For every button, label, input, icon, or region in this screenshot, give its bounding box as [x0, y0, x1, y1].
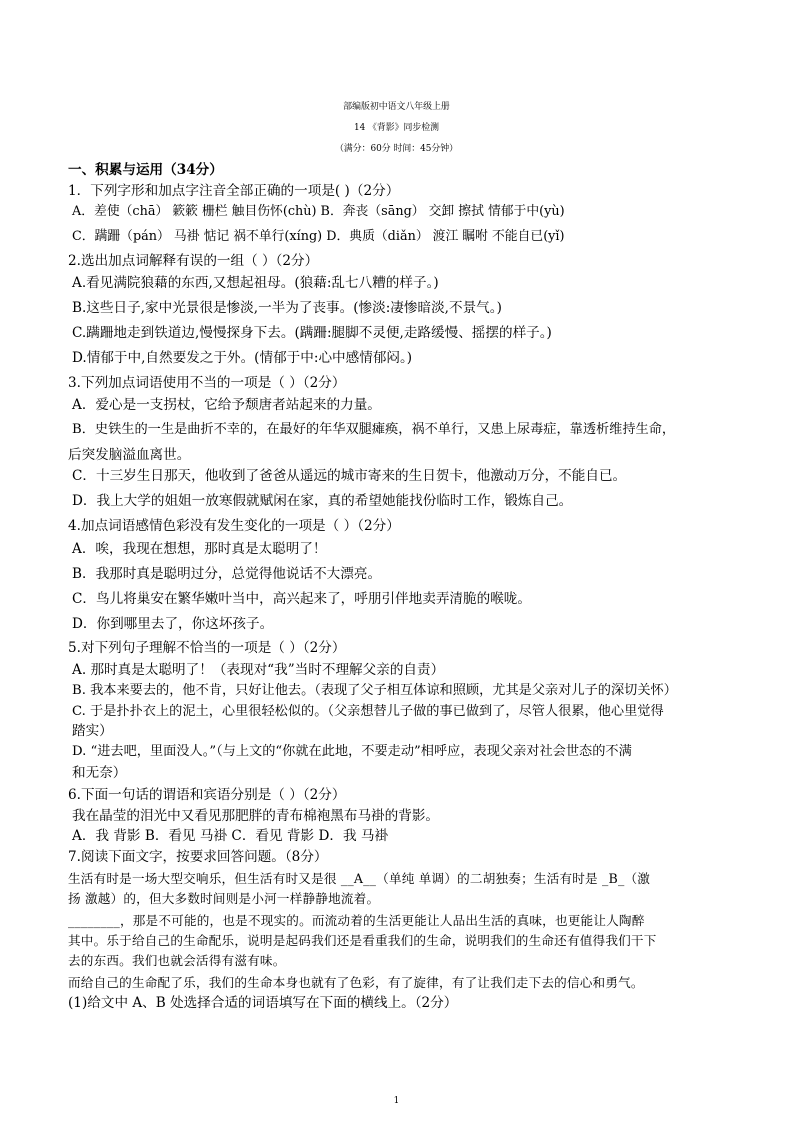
question-3-option-b: B．史铁生的一生是曲折不幸的，在最好的年华双腿瘫痪，祸不单行，又患上尿毒症，靠透析维持生命，: [72, 422, 676, 437]
passage-line-3: ________，那是不可能的，也是不现实的。而流动着的生活更能让人品出生活的真味，也更能让人陶醉: [68, 913, 645, 928]
question-5: 5.对下列句子理解不恰当的一项是（ ）（2分）: [68, 640, 346, 656]
question-7: 7.阅读下面文字，按要求回答问题。（8分）: [68, 849, 328, 865]
question-6: 6.下面一句话的谓语和宾语分别是（ ）（2分）: [68, 787, 346, 803]
question-5-option-c-cont: 踏实）: [72, 723, 113, 739]
question-2: 2.选出加点词解释有误的一组（ ）（2分）: [68, 253, 319, 269]
question-5-option-d: D. “进去吧，里面没人。”（与上文的“你就在此地，不要走动”相呼应，表现父亲对社会世态的不满: [72, 744, 632, 759]
doc-title: 部编版初中语文八年级上册: [343, 102, 450, 112]
passage-line-1: 生活有时是一场大型交响乐，但生活有时又是很 __A__（单纯 单调）的二胡独奏；生活有时是 _B_（激: [68, 871, 651, 886]
question-6-options: A．我 背影 B．看见 马褂 C．看见 背影 D．我 马褂: [72, 828, 389, 844]
question-5-option-a: A. 那时真是太聪明了！（表现对“我”当时不理解父亲的自责）: [72, 662, 445, 678]
question-6-sentence: 我在晶莹的泪光中又看见那肥胖的青布棉袍黑布马褂的背影。: [72, 808, 440, 824]
question-2-option-a: A.看见满院狼藉的东西,又想起祖母。(狼藉:乱七八糟的样子。): [72, 275, 439, 291]
doc-meta: （满分：60分 时间：45分钟）: [334, 144, 459, 154]
question-5-option-b: B. 我本来要去的，他不肯，只好让他去。（表现了父子相互体谅和照顾，尤其是父亲对儿子的深切关怀）: [72, 683, 677, 698]
question-1-options-ab: A．差使（chā） 簌簌 栅栏 触目伤怀(chù) B．奔丧（sāng） 交卸 擦拭 情郁于中(yù): [72, 204, 565, 219]
question-5-option-d-cont: 和无奈）: [72, 765, 127, 781]
question-3-option-c: C．十三岁生日那天，他收到了爸爸从遥远的城市寄来的生日贺卡，他激动万分，不能自已。: [72, 468, 627, 484]
question-1: 1．下列字形和加点字注音全部正确的一项是( )（2分）: [68, 183, 400, 199]
question-5-option-c: C. 于是扑扑衣上的泥土，心里很轻松似的。（父亲想替儿子做的事已做到了，尽管人很累，他心里觉得: [72, 704, 664, 719]
question-4-option-c: C．鸟儿将巢安在繁华嫩叶当中，高兴起来了，呼朋引伴地卖弄清脆的喉咙。: [72, 591, 531, 607]
question-3-option-a: A．爱心是一支拐杖，它给予颓唐者站起来的力量。: [72, 397, 381, 413]
doc-subtitle: 14 《背影》同步检测: [353, 123, 440, 133]
passage-line-2: 扬 激越）的，但大多数时间则是小河一样静静地流着。: [68, 891, 380, 906]
question-4-option-d: D．你到哪里去了，你这坏孩子。: [72, 616, 274, 632]
question-4: 4.加点词语感情色彩没有发生变化的一项是（ ）（2分）: [68, 518, 400, 534]
question-3-option-d: D．我上大学的姐姐一放寒假就赋闲在家，真的希望她能找份临时工作，锻炼自己。: [72, 493, 573, 509]
question-2-option-d: D.情郁于中,自然要发之于外。(情郁于中:心中感情郁闷。): [72, 350, 413, 366]
passage-line-4: 其中。乐于给自己的生命配乐，说明是起码我们还是看重我们的生命，说明我们的生命还有值得我们干下: [68, 933, 657, 948]
question-7-sub-1: (1)给文中 A、B 处选择合适的词语填写在下面的横线上。（2分）: [68, 995, 458, 1011]
question-3-option-b-cont: 后突发脑溢血离世。: [68, 447, 191, 463]
passage-line-6: 而给自己的生命配了乐，我们的生命本身也就有了色彩，有了旋律，有了让我们走下去的信心和勇气。: [68, 975, 644, 990]
page-number: 1: [393, 1096, 400, 1106]
question-3: 3.下列加点词语使用不当的一项是（ ）（2分）: [68, 375, 346, 391]
question-4-option-b: B．我那时真是聪明过分，总觉得他说话不大漂亮。: [72, 566, 382, 582]
question-2-option-b: B.这些日子,家中光景很是惨淡,一半为了丧事。(惨淡:凄惨暗淡,不景气。): [72, 300, 502, 316]
passage-line-5: 去的东西。我们也就会活得有滋有味。: [68, 953, 286, 968]
question-4-option-a: A．唉，我现在想想，那时真是太聪明了！: [72, 541, 327, 557]
question-2-option-c: C.蹒跚地走到铁道边,慢慢探身下去。(蹒跚:腿脚不灵便,走路缓慢、摇摆的样子。): [72, 325, 552, 341]
section-heading: 一、积累与运用（34分）: [68, 162, 223, 178]
question-1-options-cd: C．蹒跚（pán） 马褂 惦记 祸不单行(xíng) D．典质（diǎn） 渡江 瞩咐 不能自已(yǐ): [72, 229, 565, 244]
